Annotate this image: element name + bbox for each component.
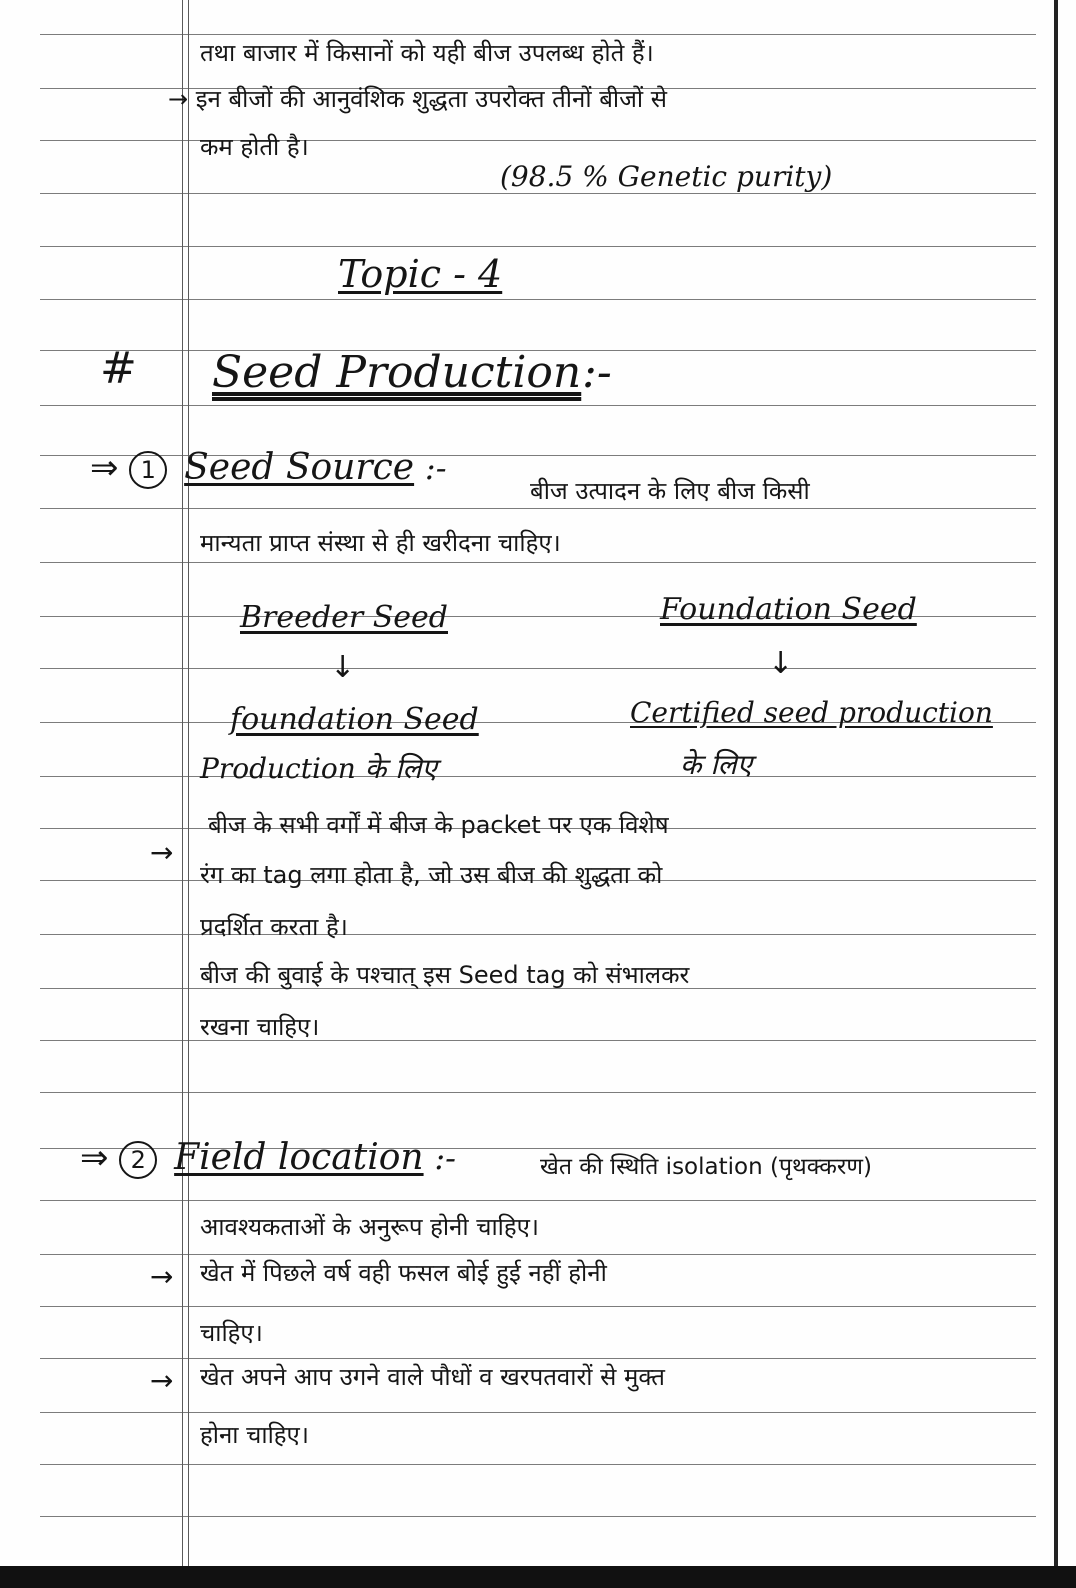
page-title: Seed Production [212,347,582,398]
bullet-1-line-3: प्रदर्शित करता है। [200,913,348,941]
text-line-3: कम होती है। [200,133,309,161]
bullet-1-line-1: बीज के सभी वर्गों में बीज के packet पर एक विशेष [208,811,669,839]
section-2-bullet-2-line-2: होना चाहिए। [200,1421,309,1449]
right-col-line-1: Certified seed production [630,696,993,729]
left-col-line-1: foundation Seed [230,702,479,737]
section-2-header [80,1138,456,1179]
genetic-purity-note: (98.5 % Genetic purity) [500,160,833,193]
section-1-text-1: बीज उत्पादन के लिए बीज किसी [530,477,810,505]
margin-line-2 [188,0,189,1588]
foundation-seed-label: Foundation Seed [660,592,917,627]
section-2-title: Field location [174,1137,424,1178]
section-2-text-2: आवश्यकताओं के अनुरूप होनी चाहिए। [200,1213,540,1241]
bullet-arrow-icon: → [150,1364,174,1397]
right-col-line-2: के लिए [680,748,753,781]
page-edge [1054,0,1058,1588]
section-2-bullet-2-line-1: खेत अपने आप उगने वाले पौधों व खरपतवारों से मुक्त [200,1363,665,1391]
title-separator: :- [582,347,612,398]
left-col-line-2: Production के लिए [200,752,437,785]
double-arrow-icon: ⇒ [90,448,119,488]
hash-symbol: # [100,343,137,394]
topic-heading: Topic - 4 [338,252,503,296]
text-line-1: तथा बाजार में किसानों को यही बीज उपलब्ध होते हैं। [200,39,654,67]
section-2-text-1: खेत की स्थिति isolation (पृथक्करण) [540,1154,872,1180]
bullet-arrow-icon: → [150,836,174,869]
section-2-bullet-1-line-1: खेत में पिछले वर्ष वही फसल बोई हुई नहीं होनी [200,1259,607,1287]
section-2-sep: :- [434,1139,456,1177]
text-line-2: → इन बीजों की आनुवंशिक शुद्धता उपरोक्त तीनों बीजों से [168,85,667,113]
down-arrow-icon-right: ↓ [768,646,794,681]
down-arrow-icon-left: ↓ [330,650,356,685]
double-arrow-icon: ⇒ [80,1138,109,1178]
section-1-sep: :- [424,449,447,487]
section-2-bullet-1-line-2: चाहिए। [200,1319,263,1347]
bullet-1-line-5: रखना चाहिए। [200,1013,320,1041]
page-bottom-edge [0,1566,1076,1588]
section-1-title: Seed Source [184,447,415,488]
section-number: 1 [129,451,167,489]
bullet-1-line-4: बीज की बुवाई के पश्चात् इस Seed tag को संभालकर [200,961,690,989]
section-number: 2 [119,1141,157,1179]
section-1-text-2: मान्यता प्राप्त संस्था से ही खरीदना चाहिए। [200,529,561,557]
bullet-1-line-2: रंग का tag लगा होता है, जो उस बीज की शुद्धता को [200,861,663,889]
section-1-header [90,448,447,489]
margin-line-1 [182,0,183,1588]
bullet-arrow-icon: → [150,1260,174,1293]
arrow-icon: → [168,85,196,113]
breeder-seed-label: Breeder Seed [240,600,448,635]
